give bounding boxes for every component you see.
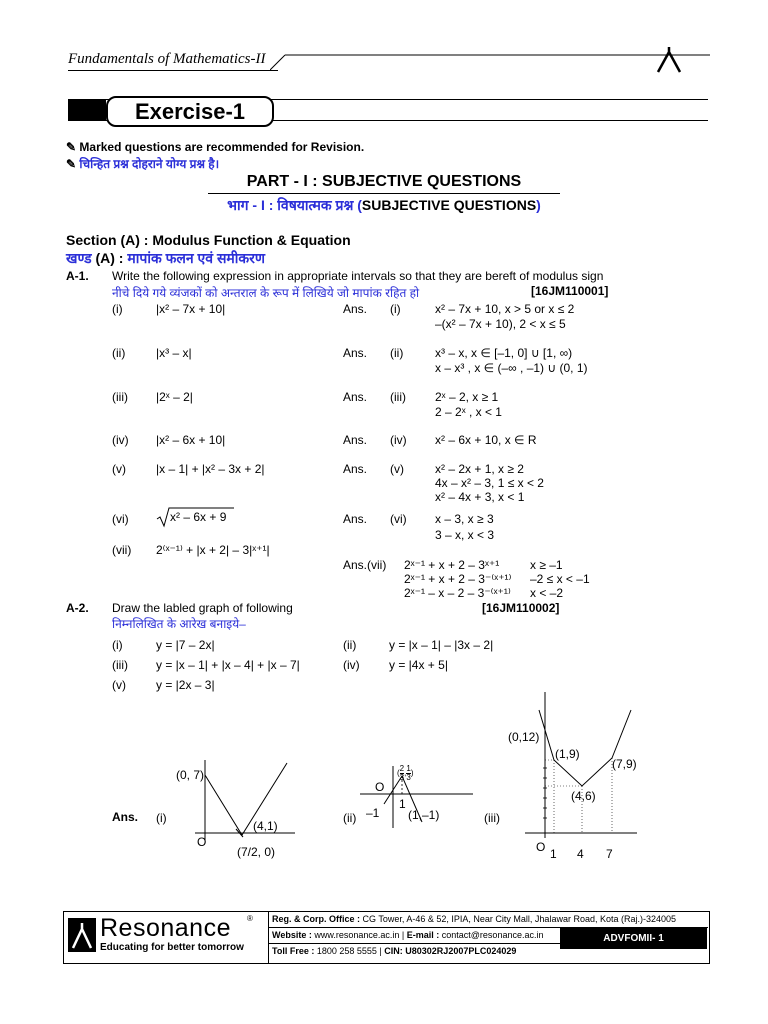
ans-line: x² – 4x + 3, x < 1 [435, 490, 525, 504]
graph-point-label: (7/2, 0) [237, 845, 276, 859]
resonance-logo-icon [68, 918, 96, 952]
item-num: (i) [112, 638, 123, 652]
cin-number: U80302RJ2007PLC024029 [405, 946, 517, 956]
question-text-a1: Write the following expression in appropriate intervals so that they are bereft of modulus sign [112, 269, 604, 283]
item-expr: |x² – 7x + 10| [156, 302, 226, 316]
question-label-a1: A-1. [66, 269, 89, 283]
ans-num: (vi) [390, 512, 407, 526]
item-num: (i) [112, 302, 123, 316]
ans-line: x³ – x, x ∈ [–1, 0] ∪ [1, ∞) [435, 346, 573, 360]
registered-mark: ® [247, 914, 253, 923]
item-num: (ii) [112, 346, 126, 360]
email-link[interactable]: contact@resonance.ac.in [441, 930, 544, 940]
item-num: (vi) [112, 512, 129, 526]
footer-contact: Website : www.resonance.ac.in | E-mail : contact@resonance.ac.in [272, 930, 544, 940]
graph-num: (i) [156, 811, 167, 825]
ans-cond: x ≥ –1 [530, 558, 563, 572]
graph-point-label: (4,1) [253, 819, 278, 833]
graph-point-label: (7,9) [612, 757, 637, 771]
footer-logo [64, 912, 269, 961]
ans-line: 2ˣ⁻¹ – x – 2 – 3⁻⁽ˣ⁺¹⁾ [404, 586, 511, 600]
graph-origin-label: O [197, 835, 207, 849]
tollfree-number: 1800 258 5555 [316, 946, 377, 956]
ans-num: (v) [390, 462, 404, 476]
ans-num: (iv) [390, 433, 407, 447]
item-expr: y = |2x – 3| [156, 678, 215, 692]
ans-line: x² – 2x + 1, x ≥ 2 [435, 462, 524, 476]
question-text-hindi-a2: निम्नलिखित के आरेख बनाइये– [112, 617, 246, 631]
ans-num: (ii) [390, 346, 404, 360]
graph-tick-label: 1 [550, 847, 557, 861]
question-label-a2: A-2. [66, 601, 89, 615]
section-title: Section (A) : Modulus Function & Equation [66, 232, 351, 248]
question-text-a2: Draw the labled graph of following [112, 601, 293, 615]
graph-point-label: (1,9) [555, 747, 580, 761]
ans-line: x² – 6x + 10, x ∈ R [435, 433, 537, 447]
part-title-hindi-text: भाग - I : विषयात्मक प्रश्न [227, 197, 354, 213]
revision-note-hindi-text: चिन्हित प्रश्न दोहराने योग्य प्रश्न है। [79, 157, 220, 171]
revision-note-text: Marked questions are recommended for Revision. [79, 140, 365, 154]
footer-rule [269, 943, 560, 944]
header-rule [270, 53, 710, 73]
graph-tick-label: 1 [399, 797, 406, 811]
ans-line: x² – 7x + 10, x > 5 or x ≤ 2 [435, 302, 575, 316]
pencil-icon: ✎ [66, 140, 77, 154]
item-expr: y = |4x + 5| [389, 658, 448, 672]
item-expr: |x² – 6x + 10| [156, 433, 226, 447]
part-paren-close: ) [536, 197, 541, 213]
section-hindi-a: (A) : [95, 250, 124, 266]
graph-point-label: (1,–1) [408, 808, 440, 822]
frac-num: 2 [399, 764, 405, 773]
ans-num: (iii) [390, 390, 406, 404]
graph-ans-label: Ans. [112, 810, 139, 824]
revision-note-hindi [66, 155, 219, 172]
item-expr: y = |x – 1| + |x – 4| + |x – 7| [156, 658, 300, 672]
graph-point-label: (0,12) [508, 730, 540, 744]
graph-origin-label: O [536, 840, 546, 854]
footer-brand: Resonance [100, 914, 231, 942]
ans-label-vii: Ans.(vii) [343, 558, 387, 572]
item-num: (iv) [112, 433, 129, 447]
exercise-title: Exercise-1 [106, 96, 274, 127]
frac-num: 1 [406, 764, 411, 773]
item-num: (iii) [112, 390, 128, 404]
ans-label: Ans. [343, 302, 368, 316]
item-num: (v) [112, 462, 126, 476]
email-label: E-mail : [406, 930, 440, 940]
item-expr: x² – 6x + 9 [170, 510, 227, 524]
ans-label: Ans. [343, 390, 368, 404]
ans-label: Ans. [343, 462, 368, 476]
website-label: Website : [272, 930, 312, 940]
graph-num: (ii) [343, 811, 357, 825]
page-header-title: Fundamentals of Mathematics-II [68, 51, 266, 67]
ans-line: x – x³ , x ∈ (–∞ , –1) ∪ (0, 1) [435, 361, 588, 375]
graph-origin-label: O [375, 780, 385, 794]
item-expr: |2ˣ – 2| [156, 390, 193, 404]
section-hindi-prefix: खण्ड [66, 250, 92, 266]
graph-tick-label: –1 [366, 806, 380, 820]
ans-line: 2ˣ⁻¹ + x + 2 – 3⁻⁽ˣ⁺¹⁾ [404, 572, 512, 586]
section-title-hindi [66, 249, 265, 268]
page-code: ADVFOMII- 1 [560, 928, 707, 949]
graph-fraction-point: ( $\frac{2}{3}$ , $\frac{1}{3}$ ) [397, 764, 414, 782]
graph-tick-label: 4 [577, 847, 584, 861]
question-ref-a1: [16JM110001] [531, 284, 609, 298]
ans-line: 2 – 2ˣ , x < 1 [435, 405, 502, 419]
question-ref-a2: [16JM110002] [482, 601, 560, 615]
frac-den: 3 [406, 773, 411, 782]
graph-num: (iii) [484, 811, 500, 825]
graph-i [195, 755, 300, 850]
ans-cond: x < –2 [530, 586, 564, 600]
part-title-hindi-en: SUBJECTIVE QUESTIONS [361, 197, 537, 213]
ans-label: Ans. [343, 346, 368, 360]
item-num: (ii) [343, 638, 357, 652]
ans-line: x – 3, x ≥ 3 [435, 512, 494, 526]
footer-tagline: Educating for better tomorrow [100, 942, 244, 953]
website-link[interactable]: www.resonance.ac.in [314, 930, 400, 940]
section-hindi-text: मापांक फलन एवं समीकरण [127, 250, 266, 266]
item-expr: |x – 1| + |x² – 3x + 2| [156, 462, 265, 476]
graph-tick-label: 7 [606, 847, 613, 861]
exercise-tab [68, 99, 106, 121]
footer-office [272, 914, 676, 924]
part-title-hindi [0, 196, 768, 215]
part-title-underline [208, 193, 560, 194]
question-text-hindi-a1: नीचे दिये गये व्यंजकों को अन्तराल के रूप में लिखिये जो मापांक रहित हो [112, 286, 420, 300]
ans-line: 3 – x, x < 3 [435, 528, 495, 542]
office-address: CG Tower, A-46 & 52, IPIA, Near City Mall, Jhalawar Road, Kota (Raj.)-324005 [362, 914, 677, 924]
part-title: PART - I : SUBJECTIVE QUESTIONS [246, 173, 522, 190]
item-expr: y = |x – 1| – |3x – 2| [389, 638, 494, 652]
part-paren-open: ( [357, 197, 362, 213]
resonance-logo-icon [652, 44, 686, 74]
footer-tollfree: Toll Free : 1800 258 5555 | CIN: U80302RJ2007PLC024029 [272, 946, 517, 956]
ans-line: –(x² – 7x + 10), 2 < x ≤ 5 [435, 317, 566, 331]
ans-line: 2ˣ⁻¹ + x + 2 – 3ˣ⁺¹ [404, 558, 500, 572]
graph-point-label: (0, 7) [176, 768, 205, 782]
item-num: (v) [112, 678, 126, 692]
tollfree-label: Toll Free : [272, 946, 315, 956]
item-expr: |x³ – x| [156, 346, 192, 360]
ans-line: 4x – x² – 3, 1 ≤ x < 2 [435, 476, 544, 490]
ans-cond: –2 ≤ x < –1 [530, 572, 590, 586]
cin-label: CIN: [384, 946, 403, 956]
item-num: (vii) [112, 543, 132, 557]
pencil-icon: ✎ [66, 157, 77, 171]
ans-label: Ans. [343, 512, 368, 526]
graph-point-label: (4,6) [571, 789, 596, 803]
revision-note [66, 140, 364, 154]
item-num: (iv) [343, 658, 360, 672]
ans-line: 2ˣ – 2, x ≥ 1 [435, 390, 499, 404]
header-underline [68, 70, 278, 71]
office-label: Reg. & Corp. Office : [272, 914, 361, 924]
item-expr: 2⁽ˣ⁻¹⁾ + |x + 2| – 3|ˣ⁺¹| [156, 543, 270, 557]
ans-label: Ans. [343, 433, 368, 447]
ans-num: (i) [390, 302, 401, 316]
item-expr: y = |7 – 2x| [156, 638, 215, 652]
item-num: (iii) [112, 658, 128, 672]
frac-den: 3 [399, 773, 405, 782]
